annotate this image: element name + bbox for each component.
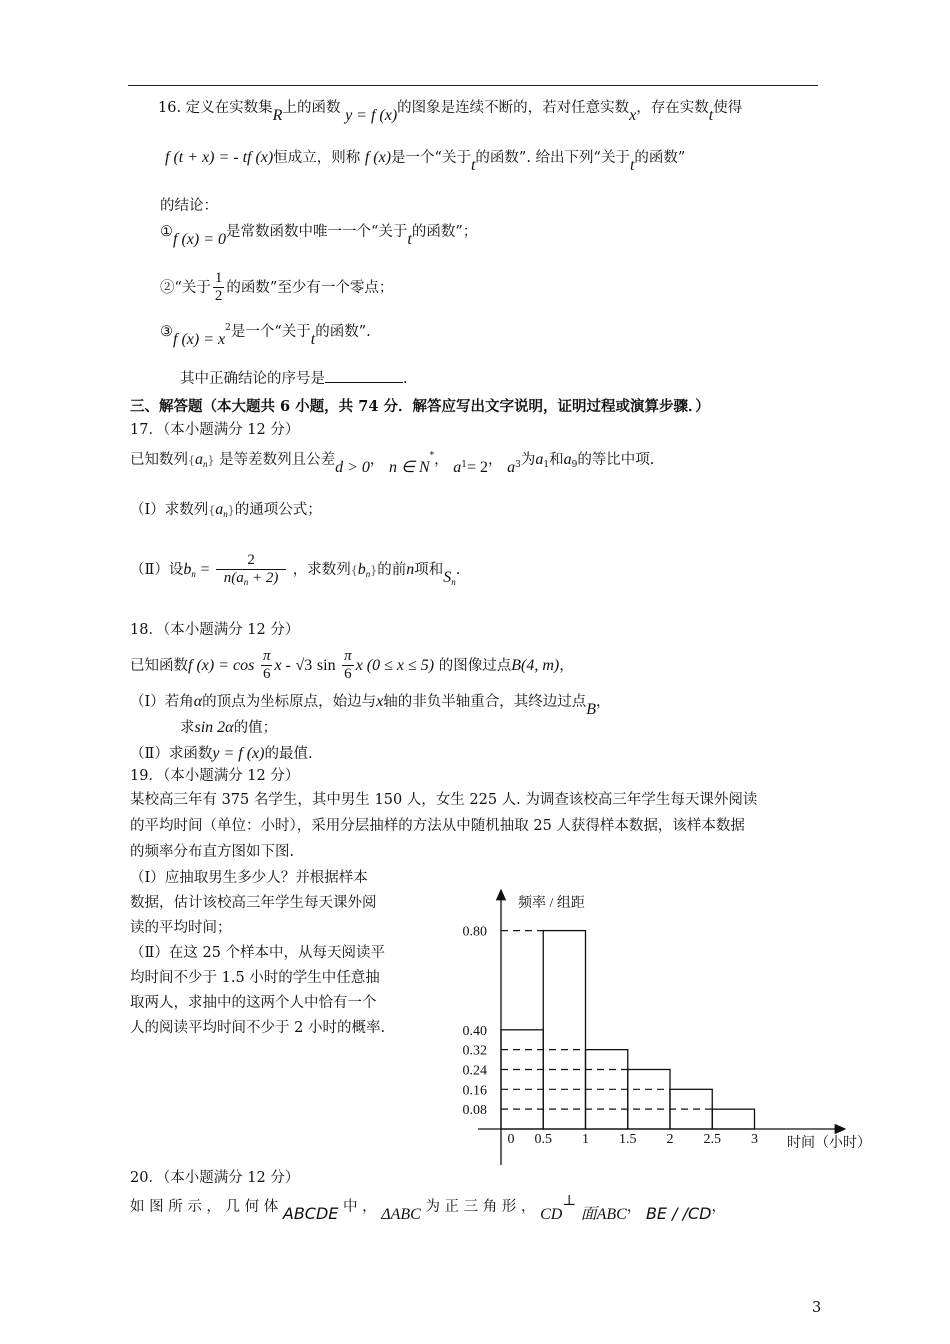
q17-part1: （Ⅰ）求数列$\{a_n\}$的通项公式； <box>130 501 322 519</box>
q19-para-6: 取两人，求抽中的这两个人中恰有一个 <box>130 995 377 1011</box>
q19-para-1: （Ⅰ）应抽取男生多少人？并根据样本 <box>130 870 368 886</box>
x-tick-label: 1.5 <box>619 1132 637 1147</box>
q19-line1: 某校高三年有 375 名学生，其中男生 150 人，女生 225 人. 为调查该校高三年学生每天课外阅读 <box>130 792 758 808</box>
y-tick-label: 0.08 <box>462 1103 487 1119</box>
q18-part2: （Ⅱ）求函数y = f (x)的最值. <box>130 745 313 762</box>
q16-line1: 16. 定义在实数集R上的函数 y = f (x)的图象是连续不断的，若对任意实数x，存在实数t使得 <box>158 100 743 124</box>
q19-heading: 19．（本小题满分 12 分） <box>130 768 300 784</box>
header-rule <box>128 85 818 86</box>
q19-para-3: 读的平均时间； <box>130 920 232 936</box>
page-number: 3 <box>812 1300 822 1316</box>
q19-para-2: 数据，估计该校高三年学生每天课外阅 <box>130 895 377 911</box>
histogram-bar <box>501 1030 543 1129</box>
q16-claim1: ①f (x) = 0是常数函数中唯一一个“关于t的函数”； <box>160 224 478 248</box>
q18-part1: （Ⅰ）若角α的顶点为坐标原点，始边与x轴的非负半轴重合，其终边过点B， <box>130 693 611 718</box>
y-tick-label: 0.16 <box>462 1083 487 1099</box>
q16-answer-line: 其中正确结论的序号是 . <box>180 371 408 387</box>
q19-para-5: 均时间不少于 1.5 小时的学生中任意抽 <box>130 970 380 986</box>
q16-claim2: ②“关于 $\frac{1}{2}$ 的函数”至少有一个零点； <box>160 270 394 305</box>
x-tick-label: 3 <box>751 1132 758 1147</box>
q20-heading: 20．（本小题满分 12 分） <box>130 1170 300 1186</box>
answer-blank <box>325 370 403 383</box>
q16-line3: 的结论： <box>160 198 218 214</box>
q16-line2: f (t + x) = - tf (x)恒成立，则称 f (x)是一个“关于t的函数”. 给出下列“关于t的函数” <box>165 149 686 174</box>
q19-line3: 的频率分布直方图如下图. <box>130 844 295 860</box>
x-tick-label: 1 <box>582 1132 589 1147</box>
x-tick-label: 2 <box>666 1132 674 1147</box>
q18-line1: 已知函数f (x) = cos $\frac{\pi}{6}$ x - √3 sin $\frac{\pi}{6}$ x (0 ≤ x ≤ 5) 的图像过点B(4, m)， <box>130 648 574 683</box>
q19-line2: 的平均时间（单位：小时），采用分层抽样的方法从中随机抽取 25 人获得样本数据，该样本数据 <box>130 818 745 834</box>
histogram-bar <box>670 1089 712 1129</box>
histogram-bar <box>543 931 585 1129</box>
y-tick-label: 0.40 <box>462 1023 487 1039</box>
q19-para-7: 人的阅读平均时间不少于 2 小时的概率. <box>130 1020 386 1036</box>
x-axis-label: 时间（小时） <box>787 1136 871 1151</box>
q19-para-4: （Ⅱ）在这 25 个样本中，从每天阅读平 <box>130 945 386 961</box>
q20-line1: 如 图 所 示 ， 几 何 体 ABCDE 中 ， ΔABC 为 正 三 角 形 ， CD⊥ 面ABC， BE / /CD， <box>130 1193 726 1223</box>
histogram-bar <box>586 1050 628 1129</box>
q18-heading: 18．（本小题满分 12 分） <box>130 622 300 638</box>
x-tick-label: 2.5 <box>703 1132 721 1147</box>
q17-heading: 17．（本小题满分 12 分） <box>130 422 300 438</box>
x-tick-label: 0 <box>507 1132 515 1147</box>
y-tick-label: 0.32 <box>462 1043 487 1059</box>
x-tick-label: 0.5 <box>534 1132 552 1147</box>
y-tick-label: 0.80 <box>462 924 487 940</box>
q17-line1: 已知数列$\{a_n\}$ 是等差数列且公差d > 0， n ∈ N*， $a_1= 2$， $a_3$为$a_1$和$a_9$的等比中项. <box>130 451 655 476</box>
q16-claim3: ③f $(x) = x^2$是一个“关于t的函数”. <box>160 323 371 348</box>
q18-part1-cont: 求sin 2α的值； <box>180 719 278 736</box>
histogram-bar <box>628 1069 670 1129</box>
q17-part2: （Ⅱ）设$b_n$ = $\frac{2}{n(a_n + 2)}$ ，求数列$\{b_n\}$的前n项和$S_n$. <box>130 552 461 588</box>
y-tick-label: 0.24 <box>462 1063 487 1079</box>
section3-heading: 三、解答题（本大题共 6 小题，共 74 分．解答应写出文字说明，证明过程或演算步骤．） <box>130 398 710 415</box>
histogram-bar <box>712 1109 754 1129</box>
y-axis-label: 频率 / 组距 <box>518 896 585 911</box>
